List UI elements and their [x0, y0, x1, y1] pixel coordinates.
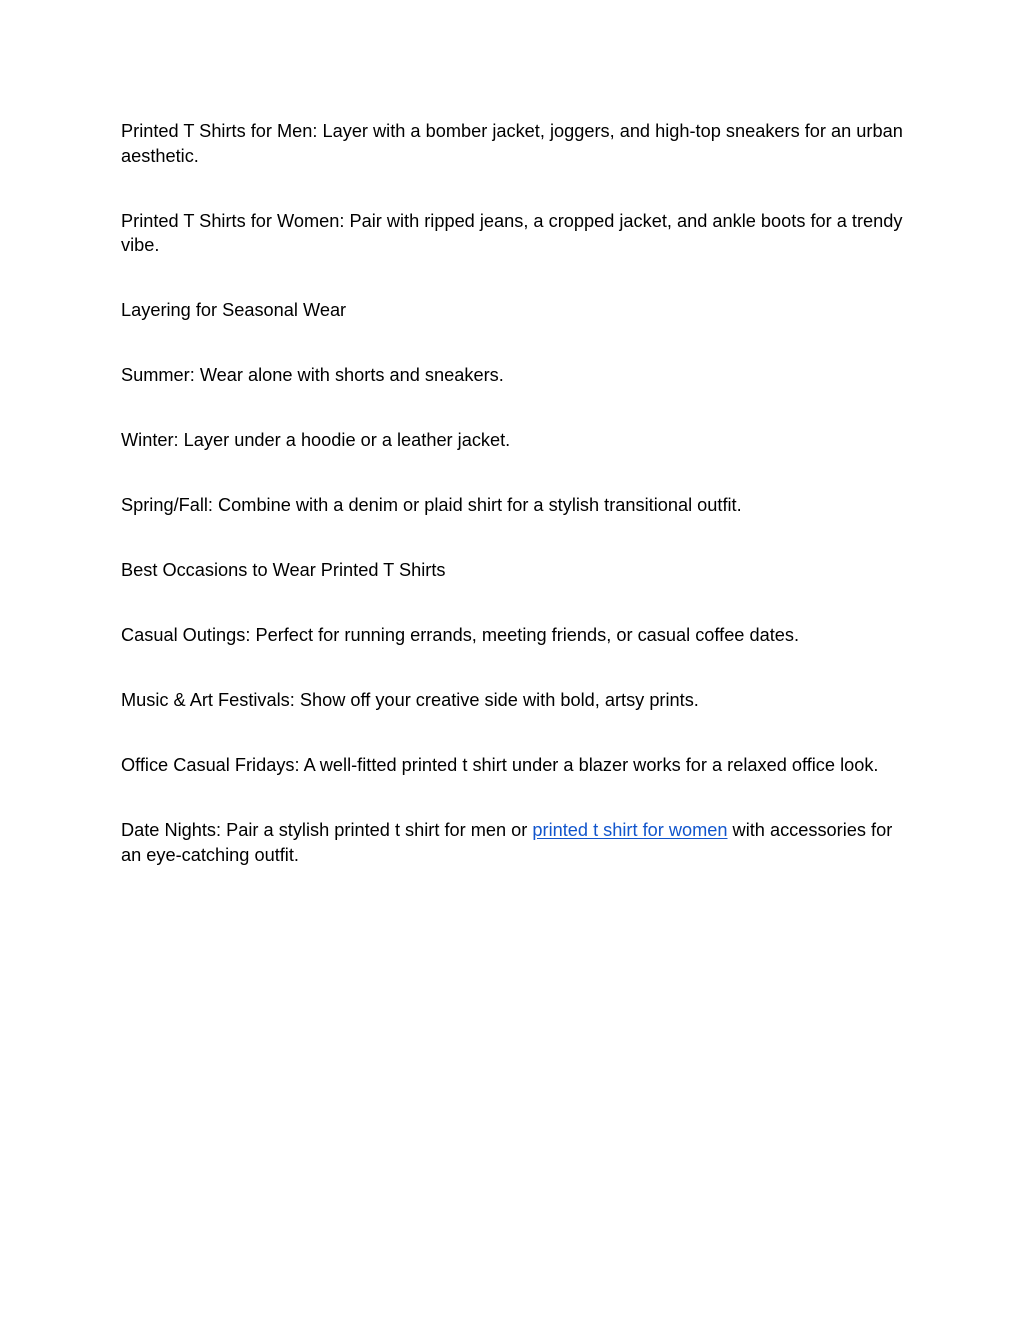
paragraph-festivals: Music & Art Festivals: Show off your creative side with bold, artsy prints.	[121, 690, 699, 710]
heading-seasonal-layering: Layering for Seasonal Wear	[121, 300, 347, 320]
paragraph-casual-outings: Casual Outings: Perfect for running errands, meeting friends, or casual coffee dates.	[121, 625, 800, 645]
date-nights-text-after: with accessories for an eye-catching outfit.	[121, 820, 893, 865]
paragraph-men-outfit: Printed T Shirts for Men: Layer with a bomber jacket, joggers, and high-top sneakers for an urban aesthetic.	[121, 121, 903, 166]
date-nights-text-before: Date Nights: Pair a stylish printed t shirt for men or	[121, 820, 533, 840]
paragraph-office-fridays: Office Casual Fridays: A well-fitted printed t shirt under a blazer works for a relaxed office look.	[121, 755, 879, 775]
heading-best-occasions: Best Occasions to Wear Printed T Shirts	[121, 560, 446, 580]
document-body	[121, 119, 911, 867]
paragraph-women-outfit: Printed T Shirts for Women: Pair with ripped jeans, a cropped jacket, and ankle boots for a trendy vibe.	[121, 210, 903, 255]
paragraph-summer: Summer: Wear alone with shorts and sneakers.	[121, 365, 504, 385]
women-tshirt-link[interactable]: printed t shirt for women	[532, 820, 728, 840]
paragraph-spring-fall: Spring/Fall: Combine with a denim or plaid shirt for a stylish transitional outfit.	[121, 495, 742, 515]
paragraph-winter: Winter: Layer under a hoodie or a leather jacket.	[121, 430, 511, 450]
paragraph-date-nights	[121, 818, 911, 867]
